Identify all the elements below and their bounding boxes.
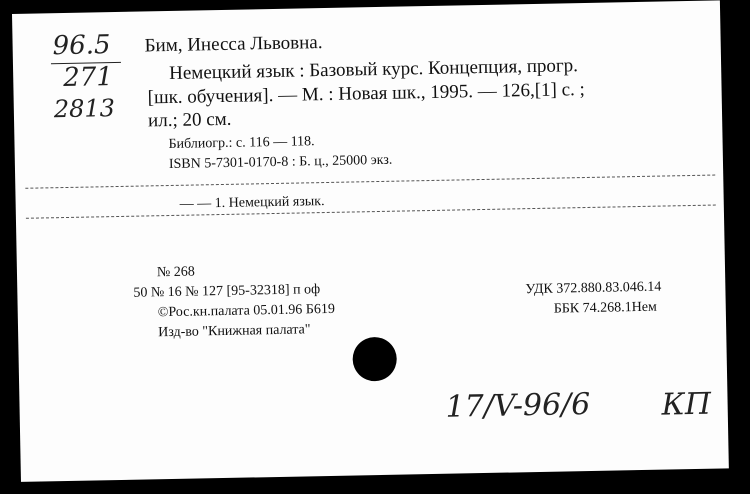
- title-line-2: [шк. обучения]. — М. : Новая шк., 1995. — 126,[1] с. ;: [147, 79, 586, 109]
- registration-line: 50 № 16 № 127 [95-32318] п оф: [133, 282, 321, 301]
- publisher-line: Изд-во "Книжная палата": [158, 322, 311, 341]
- shelfmark-line2: 271: [62, 62, 114, 94]
- isbn-line: ISBN 5-7301-0170-8 : Б. ц., 25000 экз.: [168, 152, 393, 173]
- subject-heading: — — 1. Немецкий язык.: [179, 194, 325, 212]
- shelfmark-line3: 2813: [53, 94, 116, 124]
- shelfmark-line1: 96.5: [52, 30, 111, 62]
- bibliography-note: Библиогр.: с. 116 — 118.: [168, 134, 315, 153]
- author-heading: Бим, Инесса Львовна.: [144, 32, 323, 57]
- title-line-1: Немецкий язык : Базовый курс. Концепция, прогр.: [168, 55, 579, 84]
- registration-number: № 268: [156, 264, 195, 281]
- dotted-rule-1: [25, 175, 715, 189]
- punch-hole: [352, 337, 397, 382]
- title-line-3: ил.; 20 см.: [147, 108, 232, 132]
- copyright-line: ©Рос.кн.палата 05.01.96 Б619: [157, 301, 336, 321]
- catalog-card: [12, 0, 729, 482]
- handwritten-date: 17/V-96/6: [445, 386, 591, 425]
- dotted-rule-2: [26, 205, 716, 219]
- bbk-code: ББК 74.268.1Нем: [553, 299, 658, 317]
- udk-code: УДК 372.880.83.046.14: [525, 279, 662, 298]
- handwritten-initials: КП: [661, 386, 712, 423]
